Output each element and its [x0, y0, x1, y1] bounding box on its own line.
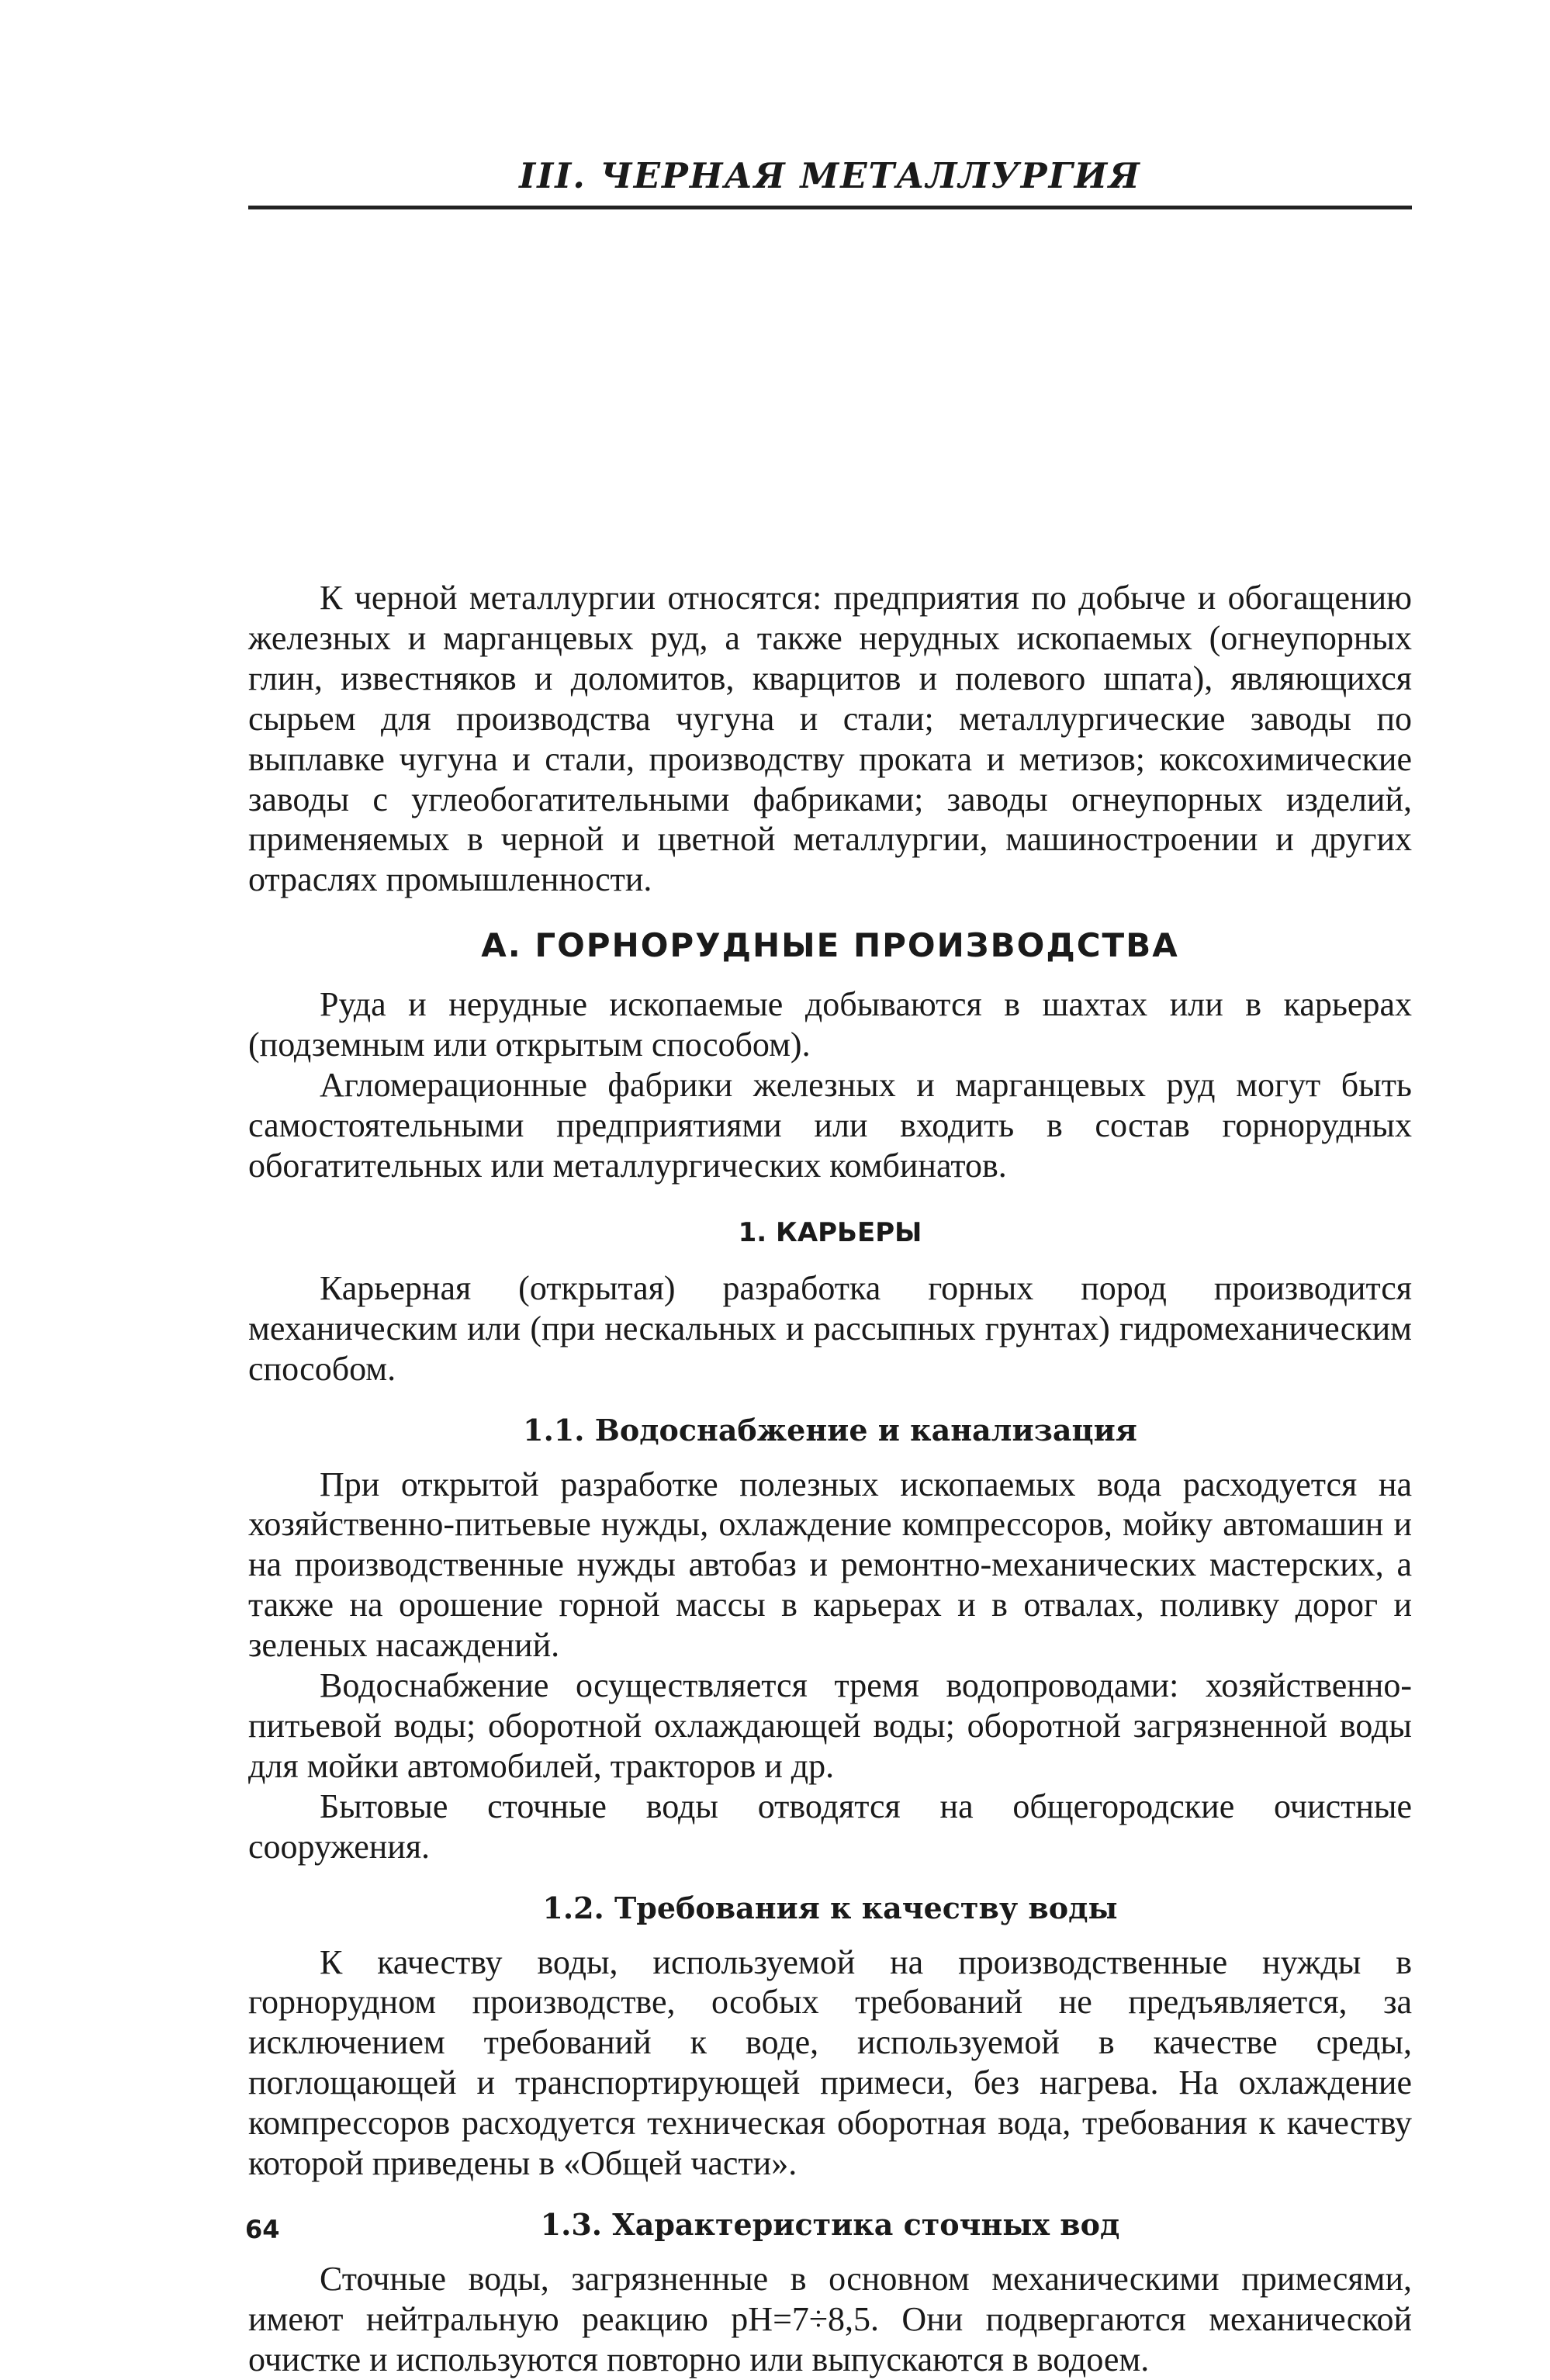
section-a-paragraph-1: Руда и нерудные ископаемые добываются в шахтах или в карьерах (подземным или открытым способом). [248, 985, 1412, 1064]
page-content [248, 578, 1412, 2380]
subsection-1-3-heading: 1.3. Характеристика сточных вод [540, 2207, 1120, 2242]
page-number: 64 [245, 2215, 280, 2244]
header-rule [248, 206, 1412, 209]
intro-paragraph: К черной металлургии относятся: предприятия по добыче и обогащению железных и марганцевых руд, а также нерудных ископаемых (огнеупорных глин, известняков и доломитов, кварцитов и полевого шпата), являющихся сырьем для производства чугуна и стали; металлургические заводы по выплавке чугуна и стали, производству проката и метизов; коксохимические заводы с углеобогатительными фабриками; заводы огнеупорных изделий, применяемых в черной и цветной металлургии, машиностроении и других отраслях промышленности. [248, 579, 1412, 899]
subsection-1-paragraph: Карьерная (открытая) разработка горных пород производится механическим или (при нескальных и рассыпных грунтах) гидромеханическим способом. [248, 1268, 1412, 1388]
section-a-paragraph-2: Агломерационные фабрики железных и марганцевых руд могут быть самостоятельными предприятиями или входить в состав горнорудных обогатительных или металлургических комбинатов. [248, 1066, 1412, 1185]
chapter-title: III. ЧЕРНАЯ МЕТАЛЛУРГИЯ [519, 155, 1141, 196]
subsection-1-2-heading: 1.2. Требования к качеству воды [542, 1890, 1118, 1925]
subsection-1-1-paragraph-1: При открытой разработке полезных ископаемых вода расходуется на хозяйственно-питьевые нужды, охлаждение компрессоров, мойку автомашин и на производственные нужды автобаз и ремонтно-механических мастерских, а также на орошение горной массы в карьерах и в отвалах, поливку дорог и зеленых насаждений. [248, 1465, 1412, 1665]
subsection-1-1-paragraph-2: Водоснабжение осуществляется тремя водопроводами: хозяйственно-питьевой воды; оборотной охлаждающей воды; оборотной загрязненной воды для мойки автомобилей, тракторов и др. [248, 1666, 1412, 1785]
subsection-1-heading: 1. КАРЬЕРЫ [738, 1216, 922, 1248]
subsection-1-3-paragraph: Сточные воды, загрязненные в основном механическими примесями, имеют нейтральную реакцию pH=7÷8,5. Они подвергаются механической очистке и используются повторно или выпускаются в водоем. [248, 2260, 1412, 2378]
subsection-1-1-heading: 1.1. Водоснабжение и канализация [523, 1412, 1137, 1448]
subsection-1-1-paragraph-3: Бытовые сточные воды отводятся на общегородские очистные сооружения. [248, 1787, 1412, 1866]
subsection-1-2-paragraph: К качеству воды, используемой на производственные нужды в горнорудном производстве, особых требований не предъявляется, за исключением требований к воде, используемой в качестве среды, поглощающей и транспортирующей примеси, без нагрева. На охлаждение компрессоров расходуется техническая оборотная вода, требования к качеству которой приведены в «Общей части». [248, 1942, 1412, 2183]
section-a-heading: А. ГОРНОРУДНЫЕ ПРОИЗВОДСТВА [481, 926, 1179, 965]
